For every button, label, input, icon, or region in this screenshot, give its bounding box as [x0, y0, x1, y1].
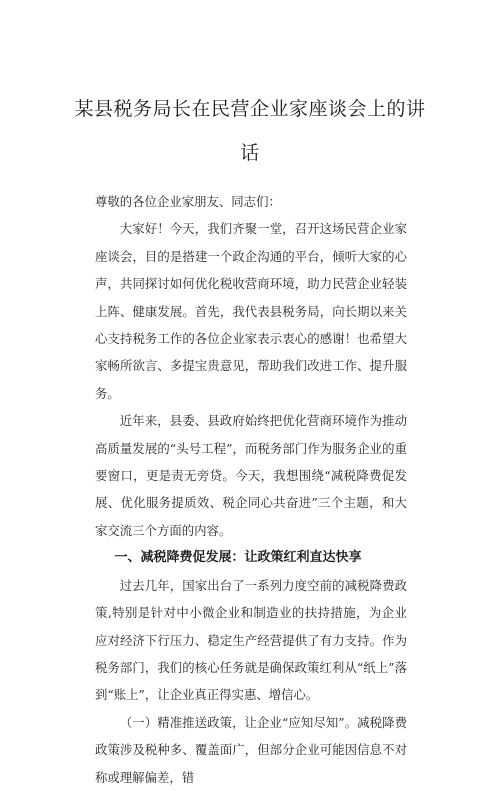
document-title-line1: 某县税务局长在民营企业家座谈会上的讲 — [74, 98, 426, 120]
paragraph-subsection1: （一）精准推送政策，让企业“应知尽知”。减税降费政策涉及税种多、覆盖面广，但部分企业可能因信息不对称或理解偏差，错 — [95, 714, 407, 785]
paragraph-section1: 过去几年，国家出台了一系列力度空前的减税降费政策,特别是针对中小微企业和制造业的扶持措施，为企业应对经济下行压力、稳定生产经营提供了有力支持。作为税务部门，我们的核心任务就是确保政策红利从“纸上”落到“账上”，让企业真正得实惠、增信心。 — [95, 577, 407, 703]
paragraph-themes: 近年来，县委、县政府始终把优化营商环境作为推动高质量发展的“头号工程”，而税务部门作为服务企业的重要窗口，更是责无旁贷。今天，我想围绕“减税降费促发展、优化服务提质效、税企同心共奋进”三个主题，和大家交流三个方面的内容。 — [95, 413, 407, 538]
document-title-line2: 话 — [240, 142, 260, 164]
section-heading-1: 一、减税降费促发展：让政策红利直达快享 — [114, 550, 362, 566]
salutation: 尊敬的各位企业家朋友、同志们： — [95, 194, 281, 209]
paragraph-opening: 大家好！今天，我们齐聚一堂，召开这场民营企业家座谈会，目的是搭建一个政企沟通的平台，倾听大家的心声，共同探讨如何优化税收营商环境，助力民营企业轻装上阵、健康发展。首先，我代表县税务局，向长期以来关心支持税务工作的各位企业家表示衷心的感谢！也希望大家畅所欲言、多提宝贵意见，帮助我们改进工作、提升服务。 — [95, 221, 407, 401]
document-body — [95, 188, 407, 791]
